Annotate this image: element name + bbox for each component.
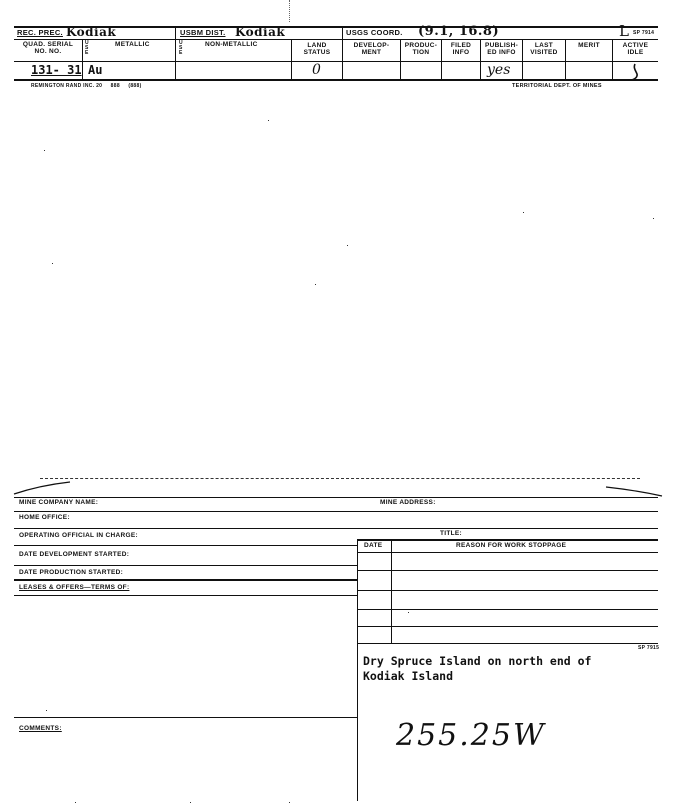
column-header-bottom-rule [14, 61, 658, 62]
divider [175, 26, 176, 79]
speck [44, 150, 45, 151]
rule [14, 528, 658, 529]
speck [46, 710, 47, 711]
rule [14, 545, 357, 546]
production-header: PRODUC- TION [404, 42, 438, 56]
stoppage-date-header: DATE [364, 542, 383, 549]
rule [14, 511, 658, 512]
handwritten-reference-number: 255.25W [396, 718, 546, 753]
header-row-bottom-rule [14, 39, 658, 40]
pen-stroke-left [12, 478, 72, 498]
development-header: DEVELOP- MENT [353, 42, 390, 56]
use-column-header: U S E [85, 40, 89, 56]
speck [315, 284, 316, 285]
rule [357, 626, 658, 627]
usbm-dist-label: USBM DIST. [180, 28, 226, 37]
top-form-printer-line: REMINGTON RAND INC. 20 888 (888) [31, 83, 142, 89]
active-idle-check-icon [624, 62, 642, 84]
corner-handwritten-mark: L [619, 22, 629, 40]
speck [190, 802, 191, 803]
filed-info-header: FILED INFO [450, 42, 472, 56]
date-development-label: DATE DEVELOPMENT STARTED: [19, 551, 130, 558]
bottom-form-number: SP 7915 [638, 645, 660, 651]
registration-mark-top [289, 0, 290, 22]
land-status-header: LAND STATUS [303, 42, 331, 56]
rule [357, 643, 658, 644]
stoppage-reason-header: REASON FOR WORK STOPPAGE [456, 542, 567, 549]
comments-label: COMMENTS: [19, 725, 62, 732]
usbm-dist-value: Kodiak [235, 25, 286, 39]
speck [408, 612, 409, 613]
divider [82, 39, 83, 79]
usgs-coord-label: USGS COORD. [346, 28, 403, 37]
pen-stroke-right [604, 484, 664, 498]
quad-serial-value: 131- 31 [31, 63, 82, 77]
rule [357, 539, 658, 541]
mine-company-name-label: MINE COMPANY NAME: [19, 499, 99, 506]
metallic-header: METALLIC [115, 41, 150, 48]
rule [357, 570, 658, 571]
speck [653, 218, 654, 219]
rule [14, 497, 658, 498]
speck [268, 120, 269, 121]
operating-official-label: OPERATING OFFICIAL IN CHARGE: [19, 532, 138, 539]
rule [357, 590, 658, 591]
date-production-label: DATE PRODUCTION STARTED: [19, 569, 124, 576]
quad-serial-header: QUAD. SERIAL NO. NO. [22, 41, 74, 55]
speck [52, 263, 53, 264]
mine-address-label: MINE ADDRESS: [380, 499, 436, 506]
rec-prec-value: Kodiak [66, 25, 117, 39]
published-info-value: yes [487, 62, 511, 78]
title-label: TITLE: [440, 530, 463, 537]
rule [14, 717, 357, 718]
merit-header: MERIT [578, 42, 600, 49]
divider [357, 539, 358, 801]
divider [391, 539, 392, 643]
cut-line [40, 478, 640, 479]
leases-label: LEASES & OFFERS—TERMS OF: [19, 584, 130, 591]
published-info-header: PUBLISH- ED INFO [484, 42, 519, 56]
use-column-header: U S E [179, 40, 183, 56]
metallic-value: Au [88, 63, 103, 77]
speck [523, 212, 524, 213]
rule [357, 552, 658, 553]
usgs-coord-value: (9.1, 16.8) [418, 24, 500, 39]
land-status-value: 0 [312, 62, 321, 78]
rec-prec-label: REC. PREC. [17, 28, 63, 37]
rule [14, 579, 357, 581]
non-metallic-header: NON-METALLIC [205, 41, 258, 48]
location-note: Dry Spruce Island on north end of Kodiak Island [363, 654, 592, 683]
last-visited-header: LAST VISITED [530, 42, 558, 56]
top-form-bottom-border [14, 79, 658, 81]
top-form-department: TERRITORIAL DEPT. OF MINES [512, 83, 602, 89]
speck [75, 802, 76, 803]
rule [14, 595, 357, 596]
rule [14, 565, 357, 566]
speck [347, 245, 348, 246]
rule [357, 609, 658, 610]
active-idle-header: ACTIVE IDLE [622, 42, 649, 56]
speck [289, 802, 290, 803]
top-form-number: SP 7914 [633, 30, 655, 36]
home-office-label: HOME OFFICE: [19, 514, 70, 521]
